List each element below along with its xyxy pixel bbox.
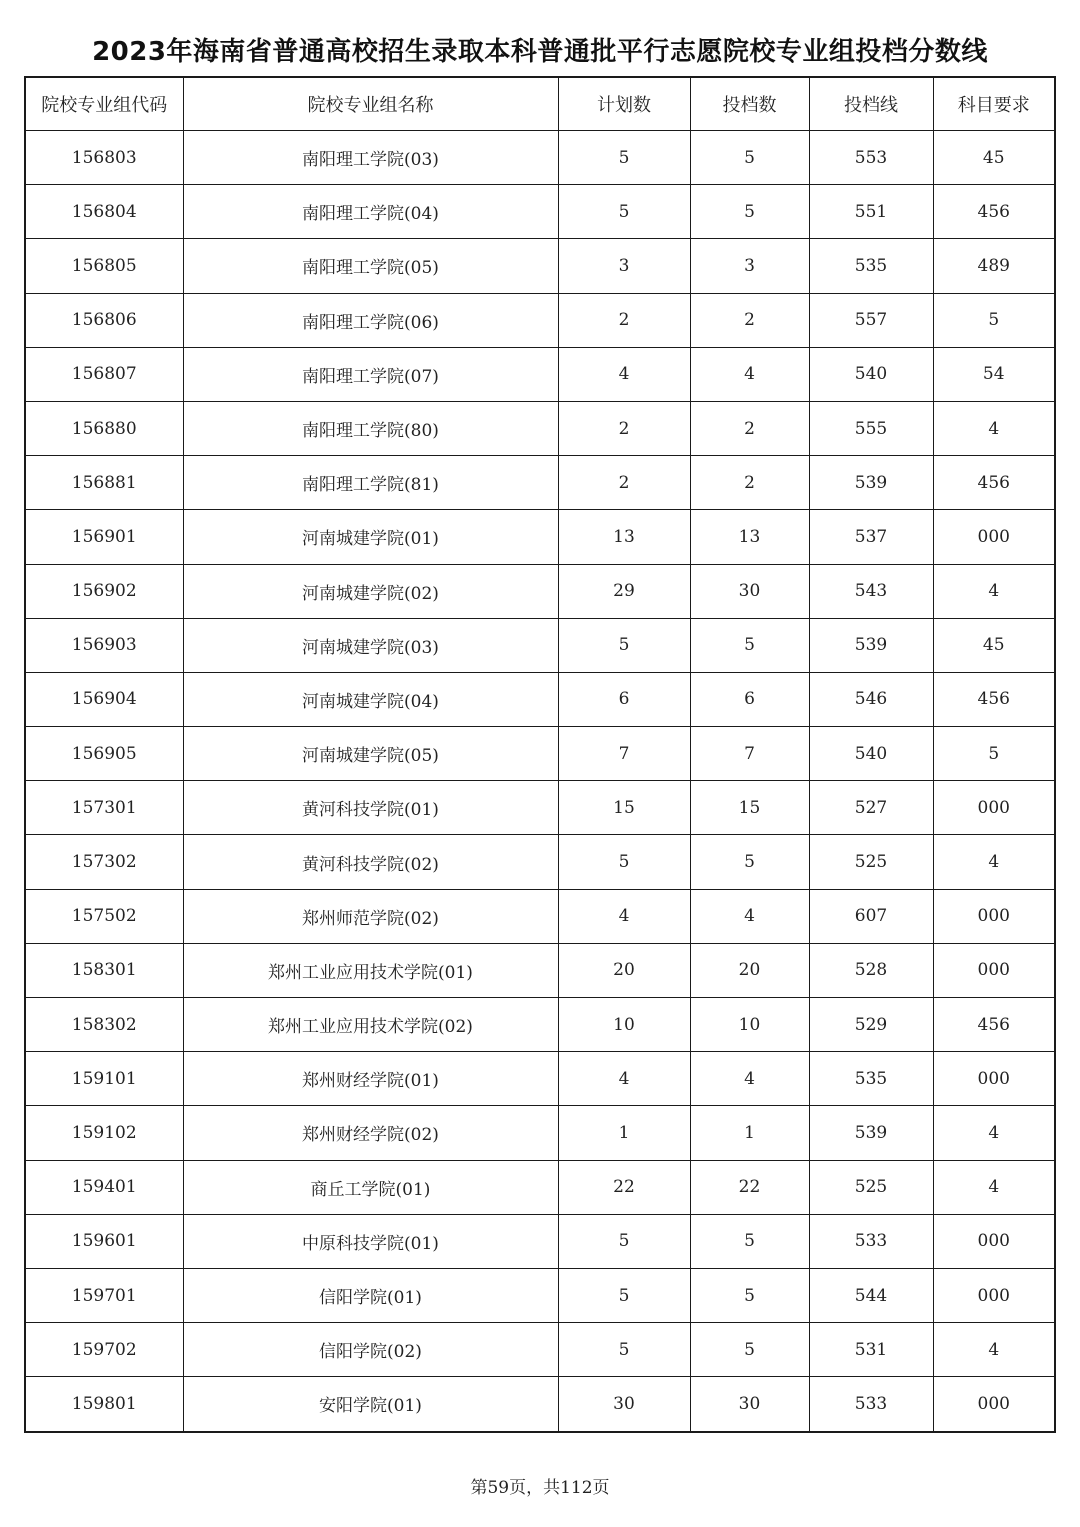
- cell-filed-count: 30: [690, 564, 809, 618]
- cell-filed-count: 22: [690, 1160, 809, 1214]
- cell-group-name: 郑州财经学院(01): [183, 1052, 558, 1106]
- cell-filed-count: 5: [690, 1268, 809, 1322]
- cell-group-name: 商丘工学院(01): [183, 1160, 558, 1214]
- cell-plan-count: 13: [558, 510, 690, 564]
- cell-subject-requirement: 000: [933, 943, 1055, 997]
- table-row: [25, 131, 1055, 185]
- cell-plan-count: 4: [558, 889, 690, 943]
- cell-plan-count: 5: [558, 1268, 690, 1322]
- cell-subject-requirement: 000: [933, 510, 1055, 564]
- cell-group-name: 南阳理工学院(04): [183, 185, 558, 239]
- cell-group-code: 159601: [25, 1214, 183, 1268]
- cell-cutoff-score: 537: [809, 510, 933, 564]
- cell-group-name: 中原科技学院(01): [183, 1214, 558, 1268]
- table-row: [25, 618, 1055, 672]
- cell-group-name: 河南城建学院(04): [183, 672, 558, 726]
- cell-filed-count: 5: [690, 1214, 809, 1268]
- table-row: [25, 727, 1055, 781]
- table-row: [25, 1214, 1055, 1268]
- cell-subject-requirement: 5: [933, 293, 1055, 347]
- cell-group-code: 156881: [25, 456, 183, 510]
- cell-plan-count: 20: [558, 943, 690, 997]
- admission-score-table: [24, 76, 1056, 1433]
- cell-subject-requirement: 4: [933, 401, 1055, 455]
- cell-cutoff-score: 533: [809, 1377, 933, 1432]
- cell-filed-count: 2: [690, 401, 809, 455]
- cell-group-code: 159102: [25, 1106, 183, 1160]
- cell-group-name: 信阳学院(02): [183, 1323, 558, 1377]
- table-row: [25, 1377, 1055, 1432]
- cell-cutoff-score: 529: [809, 998, 933, 1052]
- cell-group-name: 郑州工业应用技术学院(01): [183, 943, 558, 997]
- table-row: [25, 998, 1055, 1052]
- cell-cutoff-score: 539: [809, 1106, 933, 1160]
- cell-group-code: 156804: [25, 185, 183, 239]
- cell-filed-count: 20: [690, 943, 809, 997]
- cell-filed-count: 2: [690, 293, 809, 347]
- table-row: [25, 347, 1055, 401]
- cell-group-name: 南阳理工学院(05): [183, 239, 558, 293]
- cell-plan-count: 5: [558, 618, 690, 672]
- cell-cutoff-score: 540: [809, 347, 933, 401]
- cell-cutoff-score: 539: [809, 618, 933, 672]
- cell-filed-count: 15: [690, 781, 809, 835]
- cell-subject-requirement: 54: [933, 347, 1055, 401]
- header-group-name: 院校专业组名称: [183, 77, 558, 131]
- cell-group-code: 156904: [25, 672, 183, 726]
- cell-group-name: 南阳理工学院(81): [183, 456, 558, 510]
- cell-group-name: 黄河科技学院(01): [183, 781, 558, 835]
- cell-group-code: 156880: [25, 401, 183, 455]
- header-cutoff-score: 投档线: [809, 77, 933, 131]
- cell-filed-count: 2: [690, 456, 809, 510]
- cell-filed-count: 4: [690, 889, 809, 943]
- cell-group-code: 158302: [25, 998, 183, 1052]
- cell-cutoff-score: 540: [809, 727, 933, 781]
- cell-group-name: 黄河科技学院(02): [183, 835, 558, 889]
- cell-subject-requirement: 489: [933, 239, 1055, 293]
- cell-group-name: 安阳学院(01): [183, 1377, 558, 1432]
- table-row: [25, 1268, 1055, 1322]
- cell-plan-count: 5: [558, 1323, 690, 1377]
- cell-group-name: 南阳理工学院(06): [183, 293, 558, 347]
- cell-subject-requirement: 45: [933, 131, 1055, 185]
- cell-cutoff-score: 528: [809, 943, 933, 997]
- cell-subject-requirement: 456: [933, 672, 1055, 726]
- cell-subject-requirement: 4: [933, 835, 1055, 889]
- cell-cutoff-score: 555: [809, 401, 933, 455]
- cell-filed-count: 5: [690, 618, 809, 672]
- cell-cutoff-score: 531: [809, 1323, 933, 1377]
- cell-subject-requirement: 4: [933, 1160, 1055, 1214]
- page-number: 第59页，共112页: [470, 1478, 610, 1498]
- table-row: [25, 1052, 1055, 1106]
- cell-cutoff-score: 557: [809, 293, 933, 347]
- table-row: [25, 889, 1055, 943]
- page-title: 2023年海南省普通高校招生录取本科普通批平行志愿院校专业组投档分数线: [92, 37, 988, 67]
- cell-group-name: 南阳理工学院(80): [183, 401, 558, 455]
- header-plan-count: 计划数: [558, 77, 690, 131]
- cell-cutoff-score: 539: [809, 456, 933, 510]
- table-row: [25, 943, 1055, 997]
- cell-group-code: 159701: [25, 1268, 183, 1322]
- cell-filed-count: 6: [690, 672, 809, 726]
- cell-filed-count: 30: [690, 1377, 809, 1432]
- cell-cutoff-score: 551: [809, 185, 933, 239]
- cell-subject-requirement: 456: [933, 185, 1055, 239]
- cell-group-code: 159702: [25, 1323, 183, 1377]
- table-row: [25, 293, 1055, 347]
- cell-group-code: 159401: [25, 1160, 183, 1214]
- cell-subject-requirement: 45: [933, 618, 1055, 672]
- cell-group-name: 郑州财经学院(02): [183, 1106, 558, 1160]
- header-group-code: 院校专业组代码: [25, 77, 183, 131]
- cell-filed-count: 5: [690, 131, 809, 185]
- cell-group-code: 159101: [25, 1052, 183, 1106]
- cell-filed-count: 7: [690, 727, 809, 781]
- cell-plan-count: 2: [558, 456, 690, 510]
- cell-subject-requirement: 000: [933, 889, 1055, 943]
- cell-plan-count: 10: [558, 998, 690, 1052]
- cell-plan-count: 30: [558, 1377, 690, 1432]
- cell-plan-count: 4: [558, 347, 690, 401]
- cell-subject-requirement: 000: [933, 1377, 1055, 1432]
- cell-plan-count: 5: [558, 131, 690, 185]
- cell-cutoff-score: 533: [809, 1214, 933, 1268]
- cell-filed-count: 5: [690, 1323, 809, 1377]
- cell-filed-count: 10: [690, 998, 809, 1052]
- cell-filed-count: 13: [690, 510, 809, 564]
- cell-group-code: 157302: [25, 835, 183, 889]
- cell-subject-requirement: 4: [933, 1323, 1055, 1377]
- cell-group-code: 157502: [25, 889, 183, 943]
- cell-group-code: 156901: [25, 510, 183, 564]
- table-row: [25, 1160, 1055, 1214]
- cell-group-code: 156905: [25, 727, 183, 781]
- table-body: [25, 131, 1055, 1432]
- cell-group-name: 河南城建学院(03): [183, 618, 558, 672]
- cell-plan-count: 3: [558, 239, 690, 293]
- cell-group-name: 信阳学院(01): [183, 1268, 558, 1322]
- cell-cutoff-score: 607: [809, 889, 933, 943]
- cell-cutoff-score: 543: [809, 564, 933, 618]
- cell-subject-requirement: 456: [933, 456, 1055, 510]
- cell-cutoff-score: 535: [809, 239, 933, 293]
- cell-subject-requirement: 000: [933, 1214, 1055, 1268]
- cell-subject-requirement: 000: [933, 781, 1055, 835]
- cell-plan-count: 1: [558, 1106, 690, 1160]
- table-row: [25, 456, 1055, 510]
- cell-plan-count: 29: [558, 564, 690, 618]
- cell-group-code: 157301: [25, 781, 183, 835]
- cell-filed-count: 3: [690, 239, 809, 293]
- table-row: [25, 239, 1055, 293]
- cell-subject-requirement: 000: [933, 1268, 1055, 1322]
- cell-plan-count: 15: [558, 781, 690, 835]
- table-row: [25, 510, 1055, 564]
- cell-plan-count: 22: [558, 1160, 690, 1214]
- cell-group-name: 河南城建学院(05): [183, 727, 558, 781]
- cell-filed-count: 1: [690, 1106, 809, 1160]
- table-row: [25, 185, 1055, 239]
- cell-plan-count: 5: [558, 1214, 690, 1268]
- cell-group-code: 159801: [25, 1377, 183, 1432]
- cell-group-name: 南阳理工学院(03): [183, 131, 558, 185]
- cell-group-name: 河南城建学院(02): [183, 564, 558, 618]
- table-row: [25, 835, 1055, 889]
- table-row: [25, 1106, 1055, 1160]
- cell-subject-requirement: 4: [933, 564, 1055, 618]
- cell-plan-count: 2: [558, 401, 690, 455]
- cell-plan-count: 7: [558, 727, 690, 781]
- cell-group-code: 156903: [25, 618, 183, 672]
- cell-plan-count: 6: [558, 672, 690, 726]
- table-row: [25, 781, 1055, 835]
- cell-group-name: 郑州工业应用技术学院(02): [183, 998, 558, 1052]
- cell-cutoff-score: 546: [809, 672, 933, 726]
- cell-plan-count: 5: [558, 835, 690, 889]
- cell-group-code: 156803: [25, 131, 183, 185]
- table-row: [25, 564, 1055, 618]
- cell-cutoff-score: 553: [809, 131, 933, 185]
- cell-subject-requirement: 4: [933, 1106, 1055, 1160]
- cell-plan-count: 4: [558, 1052, 690, 1106]
- cell-group-code: 158301: [25, 943, 183, 997]
- cell-subject-requirement: 000: [933, 1052, 1055, 1106]
- cell-plan-count: 2: [558, 293, 690, 347]
- cell-group-code: 156806: [25, 293, 183, 347]
- cell-filed-count: 5: [690, 835, 809, 889]
- cell-cutoff-score: 544: [809, 1268, 933, 1322]
- cell-group-code: 156902: [25, 564, 183, 618]
- cell-group-name: 河南城建学院(01): [183, 510, 558, 564]
- header-subject-requirement: 科目要求: [933, 77, 1055, 131]
- cell-cutoff-score: 525: [809, 835, 933, 889]
- cell-group-name: 南阳理工学院(07): [183, 347, 558, 401]
- cell-group-code: 156807: [25, 347, 183, 401]
- cell-cutoff-score: 525: [809, 1160, 933, 1214]
- table-row: [25, 1323, 1055, 1377]
- cell-filed-count: 5: [690, 185, 809, 239]
- cell-filed-count: 4: [690, 1052, 809, 1106]
- cell-group-name: 郑州师范学院(02): [183, 889, 558, 943]
- table-header-row: [25, 77, 1055, 131]
- cell-subject-requirement: 5: [933, 727, 1055, 781]
- header-filed-count: 投档数: [690, 77, 809, 131]
- cell-cutoff-score: 535: [809, 1052, 933, 1106]
- table-row: [25, 401, 1055, 455]
- table-row: [25, 672, 1055, 726]
- cell-cutoff-score: 527: [809, 781, 933, 835]
- cell-filed-count: 4: [690, 347, 809, 401]
- cell-plan-count: 5: [558, 185, 690, 239]
- cell-group-code: 156805: [25, 239, 183, 293]
- cell-subject-requirement: 456: [933, 998, 1055, 1052]
